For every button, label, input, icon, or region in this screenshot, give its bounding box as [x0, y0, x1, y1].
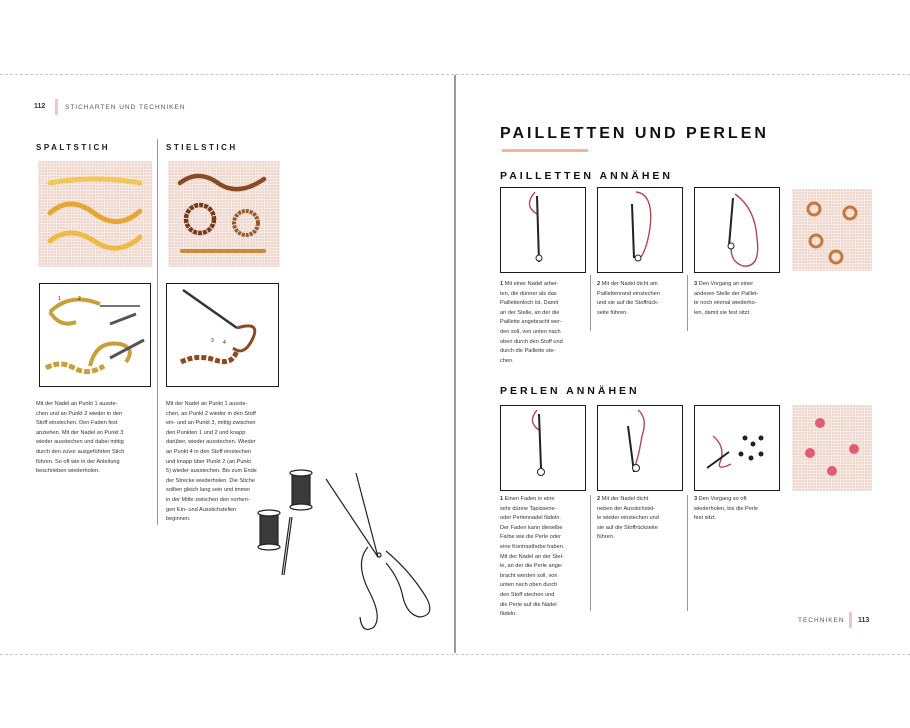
text-stielstich: Mit der Nadel an Punkt 1 ausste- chen, an Punkt 2 wieder in den Stoff ein- und an Punkt 3, mittig zwischen den Punkten 1 und 2 und knapp darüber, wieder ausstechen. Wieder an Punkt 4 in den Stoff einstechen und knapp über Punkt 2 (an Punkt 5) wieder ausstechen. Bis zum Ende der Strecke wiederholen. Die Stiche sollten gleich lang sein und immer in der Mitte zwischen den vorheri- gen Ein- und Ausstichstellen beginnen. — [166, 401, 257, 523]
heading-spaltstich: SPALTSTICH — [36, 143, 111, 152]
running-head-left: STICHARTEN UND TECHNIKEN — [65, 104, 186, 111]
illustration-perle-step1 — [500, 405, 586, 491]
step-divider — [687, 495, 688, 611]
illustration-perle-step3 — [694, 405, 780, 491]
illustration-spaltstich — [39, 283, 151, 387]
step-divider — [687, 275, 688, 331]
photo-pailletten — [792, 189, 872, 271]
perlen-step1-text: 1 Einen Faden in eine sehr dünne Tapisserie- oder Perlennadel fädeln. Der Faden kann dieselbe Farbe wie die Perle oder eine Kontrastfarbe haben. Mit der Nadel an der Stel- le, an der die Perle ange- bracht werden soll, von unten nach oben durch den Stoff stechen und die Perle auf die Nadel fädeln. — [500, 496, 565, 618]
photo-stielstich — [168, 161, 280, 267]
svg-text:2: 2 — [78, 296, 81, 302]
step-divider — [590, 275, 591, 331]
left-page — [0, 75, 454, 653]
illustration-paillette-step3 — [694, 187, 780, 273]
photo-perlen — [792, 405, 872, 491]
page-number-right: 113 — [858, 617, 870, 624]
illustration-perle-step2 — [597, 405, 683, 491]
illustration-paillette-step2 — [597, 187, 683, 273]
page-marker-right — [849, 612, 852, 628]
page-marker-left — [55, 99, 58, 115]
step-divider — [590, 495, 591, 611]
perlen-step2-text: 2 Mit der Nadel dicht neben der Ausstichstel- le wieder einstechen und sie auf die Stoffrückseite führen. — [597, 496, 659, 541]
illustration-stielstich — [166, 283, 279, 387]
pailletten-step2-text: 2 Mit der Nadel dicht am Paillettenrand einstechen und sie auf die Stoffrück- seite führen. — [597, 281, 660, 316]
photo-spaltstich — [38, 161, 152, 267]
pailletten-step1-text: 1 Mit einer Nadel arbei- ten, die dünner als das Paillettenloch ist. Damit an der Stelle, an der die Paillette angebracht wer- den soll, von unten nach oben durch den Stoff und durch die Paillette ste- chen. — [500, 281, 563, 364]
running-head-right: TECHNIKEN — [798, 617, 845, 624]
column-divider — [157, 139, 158, 525]
heading-perlen-annaehen: PERLEN ANNÄHEN — [500, 385, 640, 397]
page-title: PAILLETTEN UND PERLEN — [500, 125, 769, 142]
right-page — [456, 75, 910, 653]
heading-pailletten-annaehen: PAILLETTEN ANNÄHEN — [500, 170, 673, 182]
title-accent-line — [502, 149, 588, 152]
scissors-thread-illustration — [250, 467, 440, 642]
text-spaltstich: Mit der Nadel an Punkt 1 ausste- chen und an Punkt 2 wieder in den Stoff einstechen. Den Faden fest anziehen. Mit der Nadel an Punkt 3 wieder ausstechen und dabei mittig durch den zuvor ausgeführten Stich führen. So oft wie in der Anleitung beschrieben wiederholen. — [36, 401, 125, 475]
svg-text:1: 1 — [58, 296, 61, 302]
svg-text:4: 4 — [223, 340, 226, 346]
pailletten-step3-text: 3 Den Vorgang an einer anderen Stelle der Paillet- te noch einmal wiederho- len, damit sie fest sitzt. — [694, 281, 759, 316]
svg-text:3: 3 — [211, 338, 214, 344]
illustration-paillette-step1 — [500, 187, 586, 273]
page-number-left: 112 — [34, 103, 46, 110]
heading-stielstich: STIELSTICH — [166, 143, 238, 152]
perlen-step3-text: 3 Den Vorgang so oft wiederholen, bis die Perle fest sitzt. — [694, 496, 759, 522]
dashed-guide-bottom — [0, 654, 910, 655]
